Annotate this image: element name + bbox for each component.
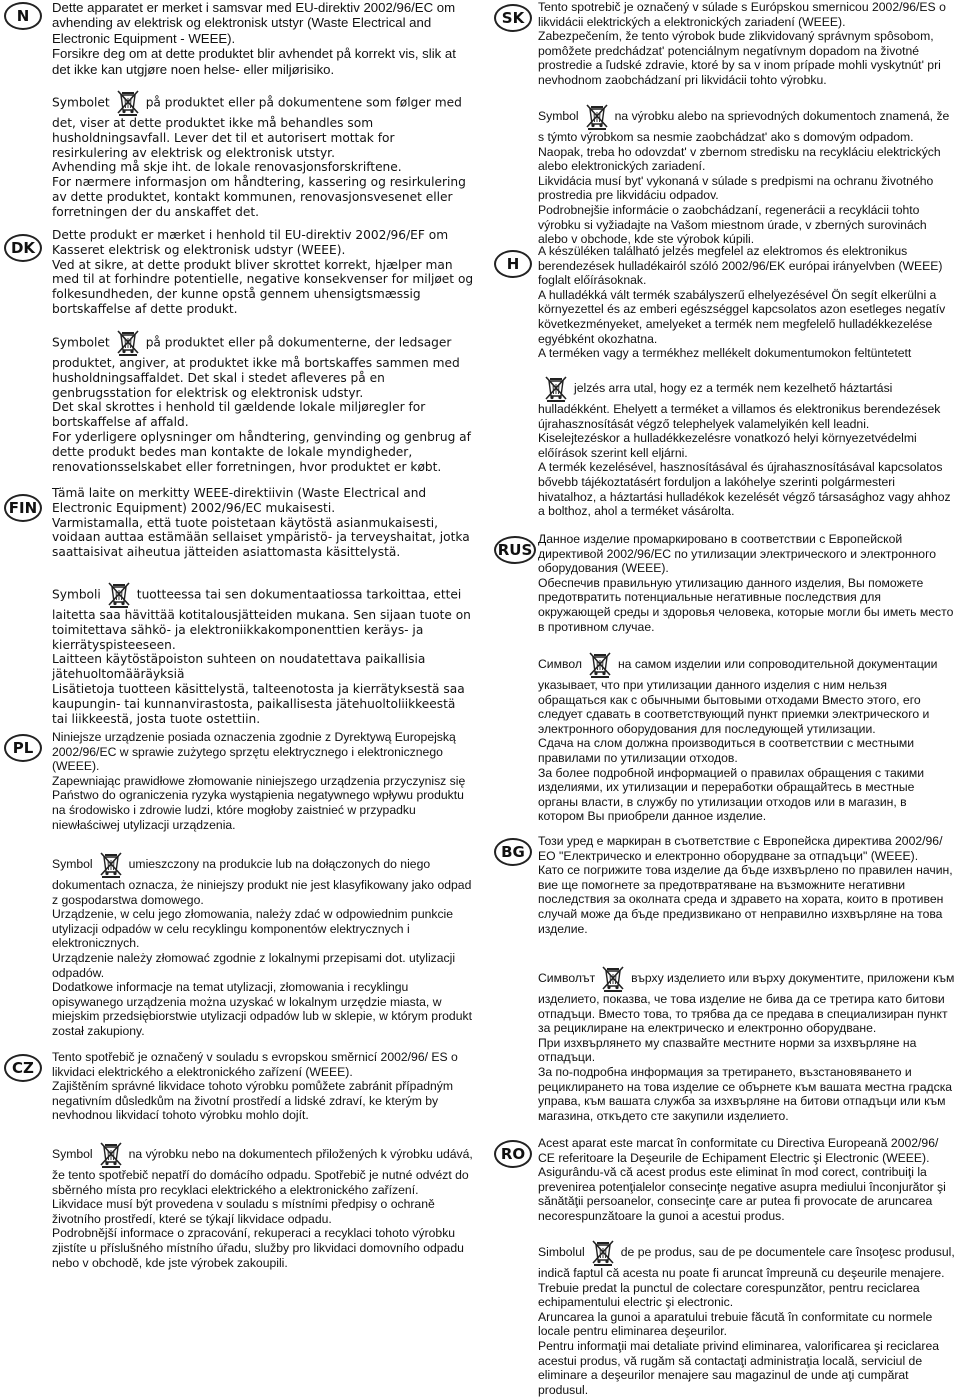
- weee-bin-icon: [588, 652, 612, 678]
- symbol-word: Simbolul: [538, 1245, 585, 1260]
- section-bg-symbol-text: [538, 966, 956, 1123]
- section-pl-symbol-text: [52, 852, 474, 1039]
- weee-bin-icon: [601, 966, 625, 992]
- symbol-paragraph: [52, 582, 474, 652]
- symbol-after: na výrobku nebo na dokumentech přiložených k výrobku udává, že tento spotřebič nepatří do domácího odpadu. Spotřebič je nutné odvézt do sběrného místa pro recyklaci elektrického a elektronického zařízení.: [52, 1147, 473, 1197]
- section-rus-text: [538, 532, 956, 634]
- language-badge-cz: CZ: [4, 1054, 42, 1082]
- paragraph: Likvidace musí být provedena v souladu s místními předpisy o ochraně životního prostředí, které se týkají likvidace odpadu.: [52, 1197, 435, 1226]
- paragraph: Lisätietoja tuotteen käsittelystä, talteenotosta ja kierrätyksestä saa kaupungin- tai kunnanvirastosta, paikallisesta jätehuoltoliikkeestä tai liikkeestä, josta tuote ostettiin.: [52, 681, 465, 726]
- symbol-word: Symbolet: [52, 335, 110, 350]
- language-badge-dk: DK: [4, 234, 42, 262]
- paragraph: A termék kezelésével, hasznosításával és újrahasznosításával kapcsolatos bővebb tájékoztatásért forduljon a lakóhelye szerinti polgármesteri hivatalhoz, a háztartási hulladékok kezelését végző társasághoz vagy ahhoz a bolthoz, ahol a terméket vásárolta.: [538, 460, 951, 519]
- symbol-after: на самом изделии или сопроводительной документации указывает, что при утилизации данного изделия с ним нельзя обращаться как с обычными бытовыми отходами Вместо этого, его следует сдавать в соответствующий пункт приемки электрического и электронного оборудования для последующей утилизации.: [538, 657, 938, 736]
- paragraph: Kiselejtezéskor a hulladékkezelésre vonatkozó helyi környezetvédelmi előírások szerint kell eljárni.: [538, 431, 917, 460]
- paragraph: Сдача на слом должна производиться в соответствии с местными правилами по утилизации отходов.: [538, 736, 915, 765]
- paragraph: A hulladékká vált termék szabályszerű elhelyezésével Ön segít elkerülni a környezettel és az emberi egészséggel kapcsolatos azon esetleges negatív következményeket, amelyeket a termék nem megfelelő hulladékkezelése egyébként okozhatna.: [538, 287, 946, 346]
- symbol-word: Symboli: [52, 587, 101, 602]
- symbol-paragraph: [538, 104, 956, 174]
- weee-bin-icon: [116, 90, 140, 116]
- paragraph: Данное изделие промаркировано в соответствии с Европейской директивой 2002/96/EC по утилизации электрического и электронного оборудования (WEEE).: [538, 532, 937, 576]
- section-n-text: [52, 0, 474, 77]
- weee-bin-icon: [544, 376, 568, 402]
- section-cz-symbol-text: [52, 1142, 474, 1270]
- paragraph: Ved at sikre, at dette produkt bliver skrottet korrekt, hjælper man med til at forhindre potentielle, negative konsekvenser for miljøet og folkesundheden, der kunne opstå gennem uhensigtsmæssig bortskaffelse af dette produkt.: [52, 257, 474, 316]
- symbol-word: Symbolet: [52, 95, 110, 110]
- paragraph: Tento spotrebič je označený v súlade s Európskou smernicou 2002/96/ES o likvidácii elektrických a elektronických zariadení (WEEE).: [538, 0, 946, 29]
- paragraph: Aruncarea la gunoi a aparatului trebuie făcută în conformitate cu normele locale pentru eliminarea deşeurilor.: [538, 1309, 933, 1339]
- symbol-paragraph: [52, 330, 474, 400]
- paragraph: Dette apparatet er merket i samsvar med EU-direktiv 2002/96/EC om avhending av elektrisk og elektronisk utstyr (Waste Electrical and Electronic Equipment - WEEE).: [52, 0, 456, 46]
- weee-bin-icon: [107, 582, 131, 608]
- paragraph: A készüléken található jelzés megfelel az elektromos és elektronikus berendezések hulladékairól szóló 2002/96/EK európai irányelvben (WEEE) foglalt előírásoknak.: [538, 244, 943, 288]
- paragraph: Acest aparat este marcat în conformitate cu Directiva Europeană 2002/96/ CE referitoare la Deşeurile de Echipament Electric şi Electronic (WEEE).: [538, 1136, 939, 1165]
- section-h-symbol-text: [538, 376, 956, 519]
- paragraph: Като се погрижите това изделие да бъде изхвърлено по правилен начин, вие ще помогнете за предотвратяване на възможните негативни последствия за околната среда и здравето на хората, които в противен случай може да бъде предизвикано от неправилно изхвърляне на това изделие.: [538, 863, 953, 936]
- paragraph: Avhending må skje iht. de lokale renovasjonsforskriftene.: [52, 160, 402, 175]
- language-badge-n: N: [4, 2, 42, 30]
- paragraph: Pentru informaţii mai detaliate privind eliminarea, valorificarea şi reciclarea acestui produs, vă rugăm să contactaţi administraţia locală, serviciul de eliminare a deşeurilor menajere sau magazinul de unde aţi cumpărat produsul.: [538, 1338, 940, 1397]
- language-badge-sk: SK: [494, 4, 532, 32]
- paragraph: A terméken vagy a termékhez mellékelt dokumentumokon feltüntetett: [538, 346, 912, 361]
- language-badge-h: H: [494, 250, 532, 278]
- weee-bin-icon: [585, 104, 609, 130]
- paragraph: Podrobnější informace o zpracování, rekuperaci a recyklaci tohoto výrobku zjistíte u příslušného místního úřadu, služby pro likvidaci domovního odpadu nebo v obchodě, kde jste výrobek zakoupili.: [52, 1226, 464, 1270]
- language-badge-fin: FIN: [4, 494, 42, 522]
- paragraph: За по-подробна информация за третирането, възстановяването и рециклирането на това изделие се обърнете към вашата местна градска управа, към вашата служба за изхвърляне на битови отпадъци или към магазина, откъдето сте закупили изделието.: [538, 1064, 953, 1123]
- symbol-after: umieszczony na produkcie lub na dołączonych do niego dokumentach oznacza, że niniejszy produkt nie jest klasyfikowany jako odpad z gospodarstwa domowego.: [52, 857, 472, 907]
- paragraph: Niniejsze urządzenie posiada oznaczenia zgodnie z Dyrektywą Europejską 2002/96/EC w sprawie zużytego sprzętu elektrycznego i elektronicznego (WEEE).: [52, 730, 456, 774]
- section-n-symbol-text: [52, 90, 474, 220]
- symbol-paragraph: [52, 1142, 474, 1197]
- symbol-paragraph: [538, 966, 956, 1036]
- section-fin-text: [52, 486, 474, 560]
- paragraph: Tämä laite on merkitty WEEE-direktiivin (Waste Electrical and Electronic Equipment) 2002/96/EC mukaisesti.: [52, 486, 427, 515]
- paragraph: Zabezpečením, že tento výrobok bude zlikvidovaný správnym spôsobom, pomôžete predchádzat' potenciálnym negatívnym dopadom na životné prostredie a ľudské zdravie, ktoré by sa v inom prípade mohli vyskytnút' pri nevhodnom zaobchádzaní pri likvidácii tohto výrobku.: [538, 29, 941, 87]
- section-sk-symbol-text: [538, 104, 956, 247]
- paragraph: Forsikre deg om at dette produktet blir avhendet på korrekt vis, slik at det ikke kan utgjøre noen helse- eller miljørisiko.: [52, 46, 456, 77]
- paragraph: За более подробной информацией о правилах обращения с такими изделиями, их утилизации и переработки обращайтесь в местные органы власти, в службу по утилизации отходов или в магазин, в котором Вы приобрели данное изделие.: [538, 765, 925, 824]
- paragraph: Varmistamalla, että tuote poistetaan käytöstä asianmukaisesti, voidaan auttaa estämään sellaiset ympäristö- ja terveyshaitat, jotka saattaisivat aiheutua jätteiden asiattomasta käsittelystä.: [52, 515, 470, 560]
- paragraph: Podrobnejšie informácie o zaobchádzaní, regenerácii a recyklácii tohto výrobku si vyžiadajte na Vašom miestnom úrade, v zberných surovinách alebo v obchode, kde ste výrobok kúpili.: [538, 202, 927, 247]
- section-cz-text: [52, 1050, 474, 1123]
- weee-bin-icon: [99, 1142, 123, 1168]
- paragraph: Laitteen käytöstäpoiston suhteen on noudatettava paikallisia jätehuoltomääräyksiä: [52, 652, 426, 682]
- symbol-after: na výrobku alebo na sprievodných dokumentoch znamená, že s týmto výrobkom sa nesmie zaobchádzat' ako s domovým odpadom. Naopak, treba ho odovzdat' v zbernom stredisku na recykláciu elektrických alebo elektronických zariadení.: [538, 109, 950, 174]
- section-ro-text: [538, 1136, 956, 1224]
- symbol-after: jelzés arra utal, hogy ez a termék nem kezelhető háztartási hulladékként. Ehelyett a terméket a villamos és elektronikus berendezések újrahasznosítását végző telephelyek valamelyikén kell leadni.: [538, 381, 941, 431]
- section-dk-symbol-text: [52, 330, 474, 474]
- symbol-paragraph: [538, 1240, 956, 1310]
- symbol-paragraph: [52, 852, 474, 907]
- symbol-after: tuotteessa tai sen dokumentaatiossa tarkoittaa, ettei laitetta saa hävittää kotitalousjätteiden mukana. Sen sijaan tuote on toimitettava sähkö- ja elektroniikkakomponenttien keräys- ja kierrätyspisteeseen.: [52, 587, 471, 652]
- paragraph: Tento spotřebič je označený v souladu s evropskou směrnicí 2002/96/ ES o likvidaci elektrického a elektronického zařízení (WEEE).: [52, 1050, 458, 1079]
- section-pl-text: [52, 730, 474, 832]
- paragraph: For yderligere oplysninger om håndtering, genvinding og genbrug af dette produkt bedes man kontakte de lokale myndigheder, renovationsselskabet eller forretningen, hvor produktet er købt.: [52, 429, 471, 474]
- paragraph: Dette produkt er mærket i henhold til EU-direktiv 2002/96/EF om Kasseret elektrisk og elektronisk udstyr (WEEE).: [52, 228, 449, 257]
- symbol-word: Symbol: [538, 109, 579, 124]
- symbol-paragraph: [538, 652, 956, 736]
- section-ro-symbol-text: [538, 1240, 956, 1397]
- symbol-word: Symbol: [52, 857, 93, 872]
- paragraph: For nærmere informasjon om håndtering, kassering og resirkulering av dette produktet, kontakt kommunen, renovasjonsvesenet eller forretningen der du anskaffet det.: [52, 175, 466, 219]
- section-dk-text: [52, 228, 474, 317]
- paragraph: Asigurându-vă că acest produs este eliminat în mod corect, contribuiţi la prevenirea potenţialelor consecinţe negative asupra mediului înconjurător şi sănătăţii persoanelor, consecinţe care ar putea fi provocate de aruncarea necorespunzătoare la gunoi a acestui produs.: [538, 1165, 946, 1223]
- paragraph: Urządzenie należy złomować zgodnie z lokalnymi przepisami dot. utylizacji odpadów.: [52, 950, 456, 980]
- section-h-text: [538, 244, 956, 361]
- section-fin-symbol-text: [52, 582, 474, 726]
- section-sk-text: [538, 0, 956, 88]
- language-badge-bg: BG: [494, 838, 532, 866]
- paragraph: Dodatkowe informacje na temat utylizacji, złomowania i recyklingu opisywanego urządzenia można uzyskać w lokalnym urzędzie miasta, w miejskim przedsiębiorstwie utylizacji odpadów lub w sklepie, w którym produkt został zakupiony.: [52, 980, 472, 1038]
- section-rus-symbol-text: [538, 652, 956, 824]
- symbol-word: Symbol: [52, 1147, 93, 1162]
- symbol-paragraph: [538, 376, 956, 431]
- section-bg-text: [538, 834, 956, 936]
- symbol-word: Символ: [538, 657, 582, 672]
- paragraph: Likvidácia musí byt' vykonaná v súlade s predpismi na ochranu životného prostredia pre likvidáciu odpadov.: [538, 173, 934, 203]
- paragraph: Zapewniając prawidłowe złomowanie niniejszego urządzenia przyczynisz się Państwo do ograniczenia ryzyka wystąpienia negatywnego wpływu produktu na środowisko i zdrowie ludzi, które mogłoby zaistnieć w przypadku niewłaściwej utylizacji urządzenia.: [52, 773, 466, 832]
- weee-bin-icon: [591, 1240, 615, 1266]
- weee-bin-icon: [116, 330, 140, 356]
- symbol-after: de pe produs, sau de pe documentele care însoţesc produsul, indică faptul că acesta nu poate fi aruncat împreună cu deşeurile menajere. Trebuie predat la punctul de colectare corespunzător, pentru reciclarea echipamentului electric şi electronic.: [538, 1245, 955, 1310]
- symbol-paragraph: [52, 90, 474, 160]
- paragraph: Обеспечив правильную утилизацию данного изделия, Вы поможете предотвратить потенциальные негативные последствия для окружающей среды и здоровья человека, которые могли бы иметь место в противном случае.: [538, 575, 954, 634]
- language-badge-ro: RO: [494, 1140, 532, 1168]
- symbol-after: på produktet eller på dokumentene som følger med det, viser at dette produktet ikke må behandles som husholdningsavfall. Lever det til et autorisert mottak for resirkulering av elektrisk og elektronisk utstyr.: [52, 95, 462, 160]
- symbol-after: върху изделието или върху документите, приложени към изделието, показва, че това изделие не бива да се третира като битови отпадъци. Вместо това, то трябва да се предава в специализиран пункт за рециклиране на електрическо и електронно оборудване.: [538, 971, 955, 1036]
- paragraph: Zajištěním správné likvidace tohoto výrobku pomůžete zabránit případným negativním důsledkům na životní prostředí a lidské zdraví, ke kterým by nevhodnou likvidací tohoto výrobku mohlo dojít.: [52, 1079, 454, 1123]
- symbol-word: Символът: [538, 971, 596, 986]
- language-badge-rus: RUS: [494, 536, 536, 564]
- paragraph: Urządzenie, w celu jego złomowania, należy zdać w odpowiednim punkcie utylizacji odpadów w celu recyklingu komponentów elektrycznych i elektronicznych.: [52, 907, 454, 951]
- language-badge-pl: PL: [4, 734, 42, 762]
- paragraph: Този уред е маркиран в съответствие с Европейска директива 2002/96/ЕО "Електрическо и електронно оборудване за отпадъци" (WEEE).: [538, 834, 943, 863]
- symbol-after: på produktet eller på dokumenterne, der ledsager produktet, angiver, at produktet ikke må bortskaffes sammen med husholdningsaffaldet. Det skal i stedet afleveres på en genbrugsstation for elektrisk og elektronisk udstyr.: [52, 335, 460, 400]
- weee-bin-icon: [99, 852, 123, 878]
- paragraph: Det skal skrottes i henhold til gældende lokale miljøregler for bortskaffelse af affald.: [52, 400, 426, 430]
- paragraph: При изхвърлянето му спазвайте местните норми за изхвърляне на отпадъци.: [538, 1035, 917, 1065]
